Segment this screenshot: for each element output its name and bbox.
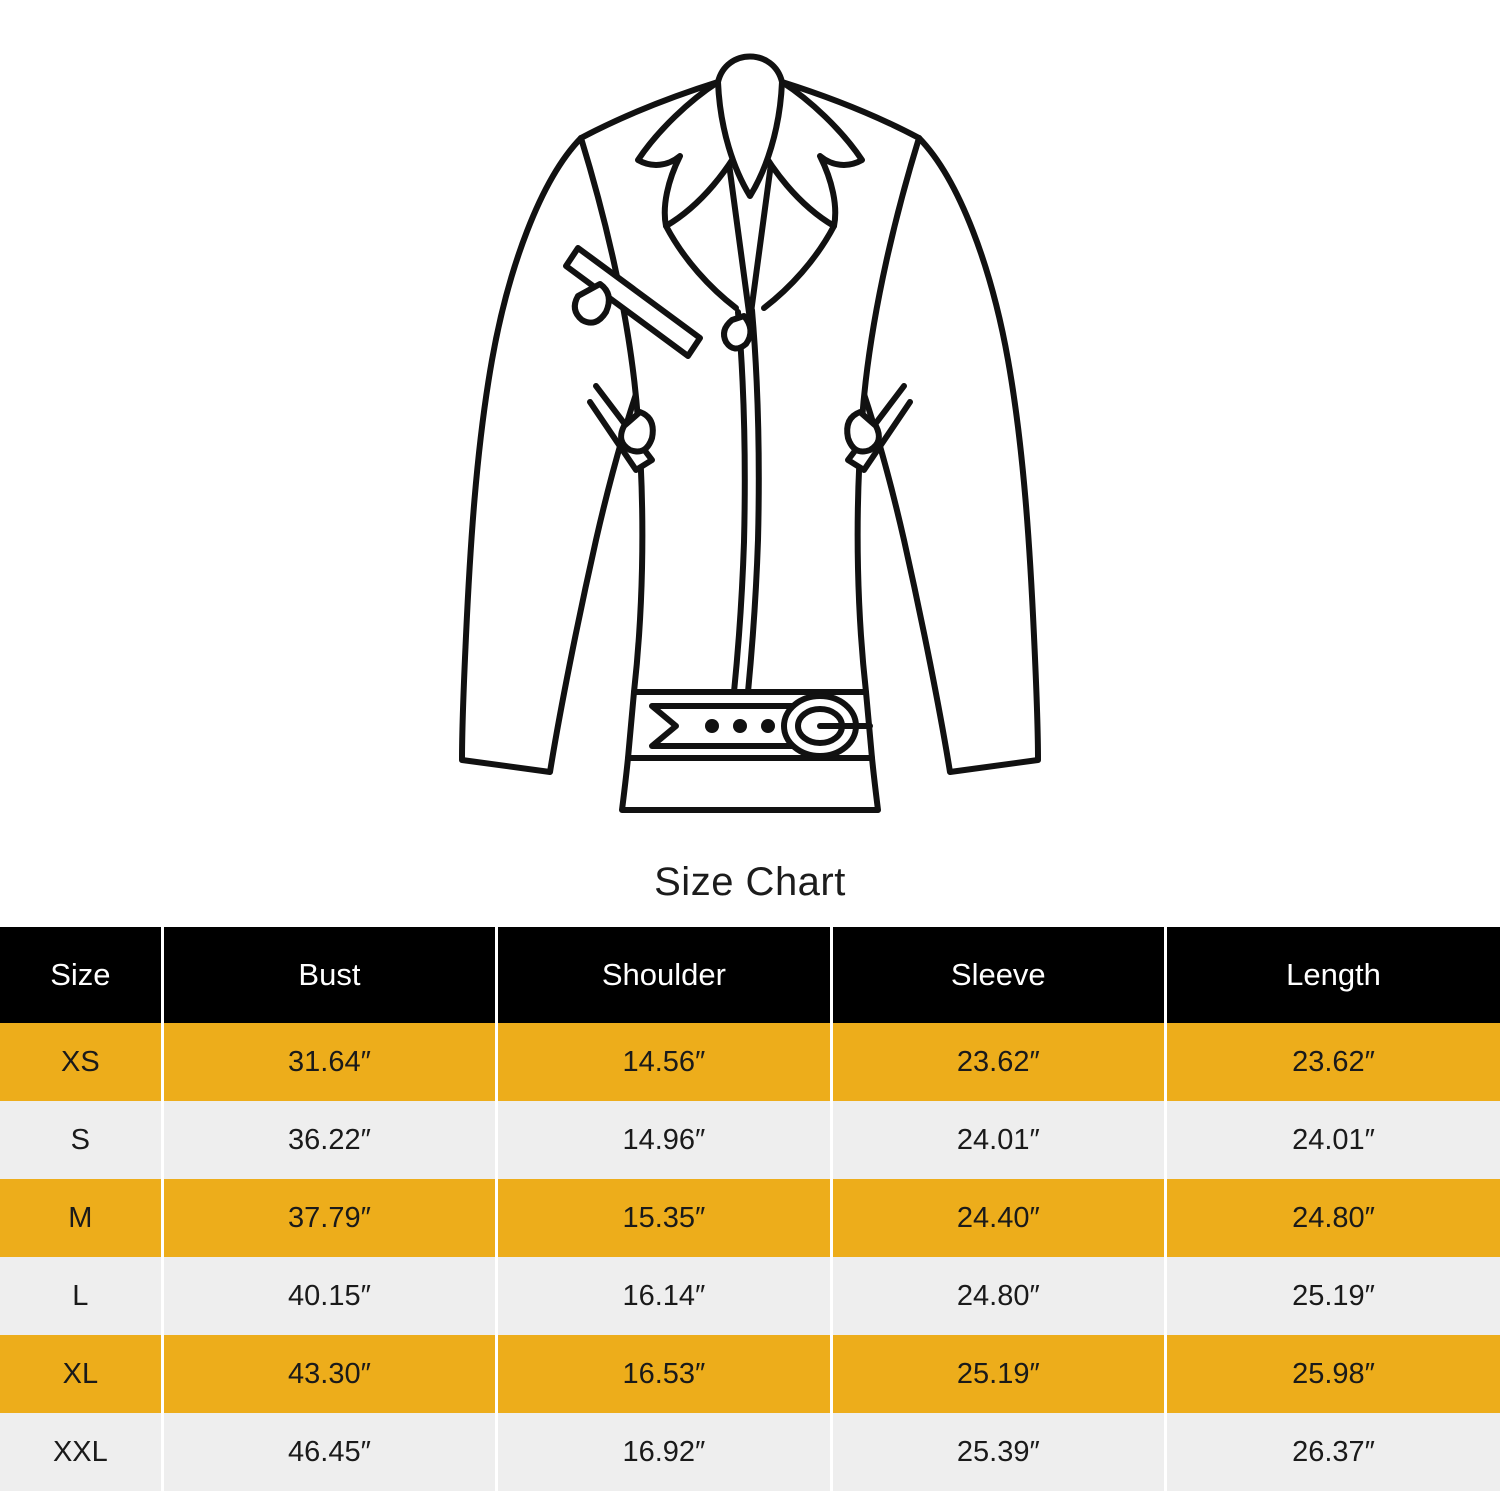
cell-sleeve: 25.19″ [831, 1335, 1165, 1413]
cell-length: 24.80″ [1166, 1179, 1500, 1257]
size-chart-table [0, 927, 1500, 1491]
cell-bust: 37.79″ [162, 1179, 496, 1257]
cell-size: XS [0, 1023, 162, 1101]
table-row [0, 1413, 1500, 1491]
column-header-size: Size [0, 927, 162, 1023]
cell-size: XXL [0, 1413, 162, 1491]
column-header-sleeve: Sleeve [831, 927, 1165, 1023]
table-row [0, 1101, 1500, 1179]
cell-length: 26.37″ [1166, 1413, 1500, 1491]
cell-length: 25.98″ [1166, 1335, 1500, 1413]
cell-size: S [0, 1101, 162, 1179]
table-header-row [0, 927, 1500, 1023]
column-header-bust: Bust [162, 927, 496, 1023]
cell-size: M [0, 1179, 162, 1257]
cell-shoulder: 16.92″ [497, 1413, 831, 1491]
cell-sleeve: 24.01″ [831, 1101, 1165, 1179]
cell-shoulder: 14.56″ [497, 1023, 831, 1101]
column-header-shoulder: Shoulder [497, 927, 831, 1023]
column-header-length: Length [1166, 927, 1500, 1023]
cell-length: 24.01″ [1166, 1101, 1500, 1179]
cell-sleeve: 24.40″ [831, 1179, 1165, 1257]
table-row [0, 1179, 1500, 1257]
cell-sleeve: 25.39″ [831, 1413, 1165, 1491]
cell-sleeve: 23.62″ [831, 1023, 1165, 1101]
table-row [0, 1023, 1500, 1101]
cell-length: 25.19″ [1166, 1257, 1500, 1335]
cell-bust: 46.45″ [162, 1413, 496, 1491]
cell-shoulder: 15.35″ [497, 1179, 831, 1257]
cell-bust: 43.30″ [162, 1335, 496, 1413]
cell-shoulder: 16.53″ [497, 1335, 831, 1413]
cell-shoulder: 16.14″ [497, 1257, 831, 1335]
cell-bust: 40.15″ [162, 1257, 496, 1335]
table-row [0, 1335, 1500, 1413]
cell-bust: 31.64″ [162, 1023, 496, 1101]
cell-length: 23.62″ [1166, 1023, 1500, 1101]
cell-size: L [0, 1257, 162, 1335]
cell-size: XL [0, 1335, 162, 1413]
table-row [0, 1257, 1500, 1335]
biker-jacket-icon [400, 20, 1100, 840]
cell-sleeve: 24.80″ [831, 1257, 1165, 1335]
page-title: Size Chart [654, 860, 846, 904]
cell-shoulder: 14.96″ [497, 1101, 831, 1179]
cell-bust: 36.22″ [162, 1101, 496, 1179]
